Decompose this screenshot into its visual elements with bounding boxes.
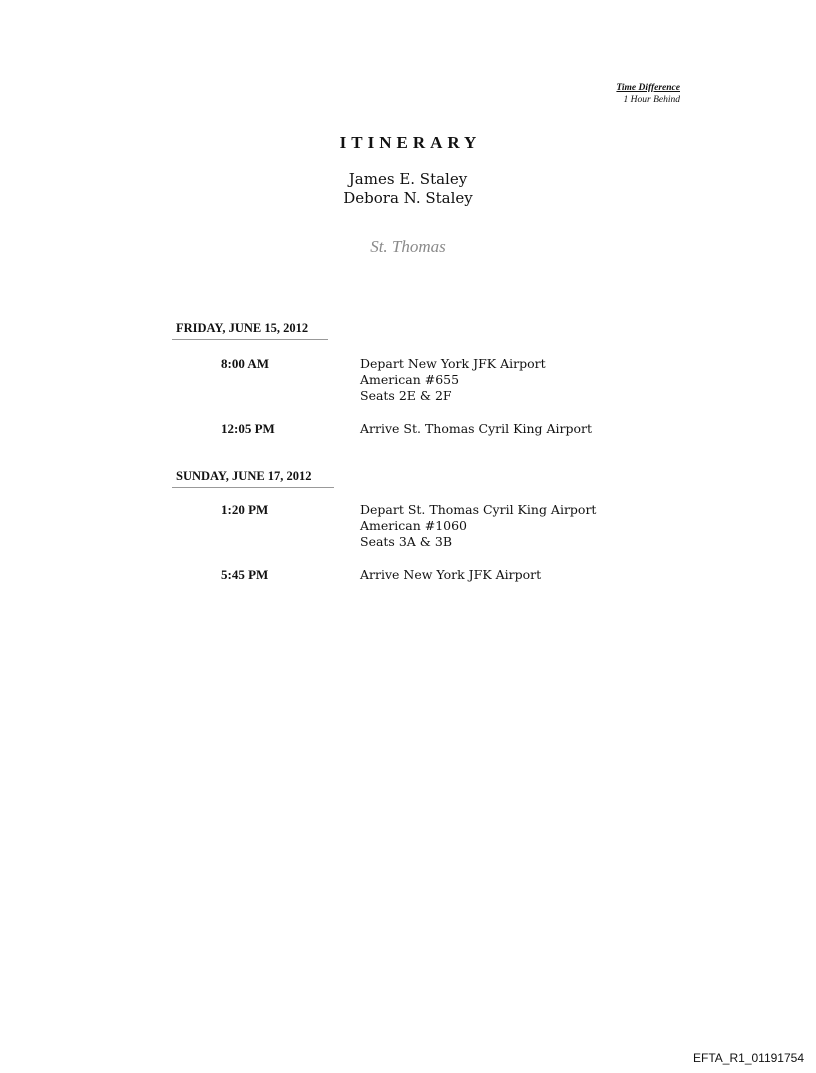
- entry-time: 1:20 PM: [221, 502, 269, 517]
- entry-detail-line: Depart St. Thomas Cyril King Airport: [360, 502, 597, 517]
- entry-detail-line: Arrive St. Thomas Cyril King Airport: [360, 421, 593, 436]
- time-difference-title: Time Difference: [616, 83, 680, 93]
- entry-detail-line: Arrive New York JFK Airport: [360, 567, 542, 582]
- destination: St. Thomas: [370, 237, 446, 256]
- entry-detail-line: American #1060: [360, 518, 468, 533]
- entry-details: [360, 502, 596, 550]
- entry-detail-line: American #655: [360, 372, 460, 387]
- entry-details: [360, 356, 546, 404]
- document-id: EFTA_R1_01191754: [693, 1051, 804, 1065]
- time-difference-note: [580, 82, 680, 106]
- entry-time: 8:00 AM: [221, 356, 270, 371]
- page-title: ITINERARY: [339, 133, 482, 152]
- entry-time: 12:05 PM: [221, 421, 275, 436]
- time-difference-value: 1 Hour Behind: [623, 95, 680, 105]
- day-heading: FRIDAY, JUNE 15, 2012: [172, 320, 328, 340]
- entry-detail-line: Seats 2E & 2F: [360, 388, 452, 403]
- entry-detail-line: Seats 3A & 3B: [360, 534, 453, 549]
- entry-details: [360, 421, 592, 437]
- entry-details: [360, 567, 541, 583]
- traveler-name: James E. Staley: [348, 170, 468, 188]
- traveler-name: Debora N. Staley: [343, 189, 473, 207]
- entry-time: 5:45 PM: [221, 567, 269, 582]
- day-heading: SUNDAY, JUNE 17, 2012: [172, 468, 334, 488]
- entry-detail-line: Depart New York JFK Airport: [360, 356, 546, 371]
